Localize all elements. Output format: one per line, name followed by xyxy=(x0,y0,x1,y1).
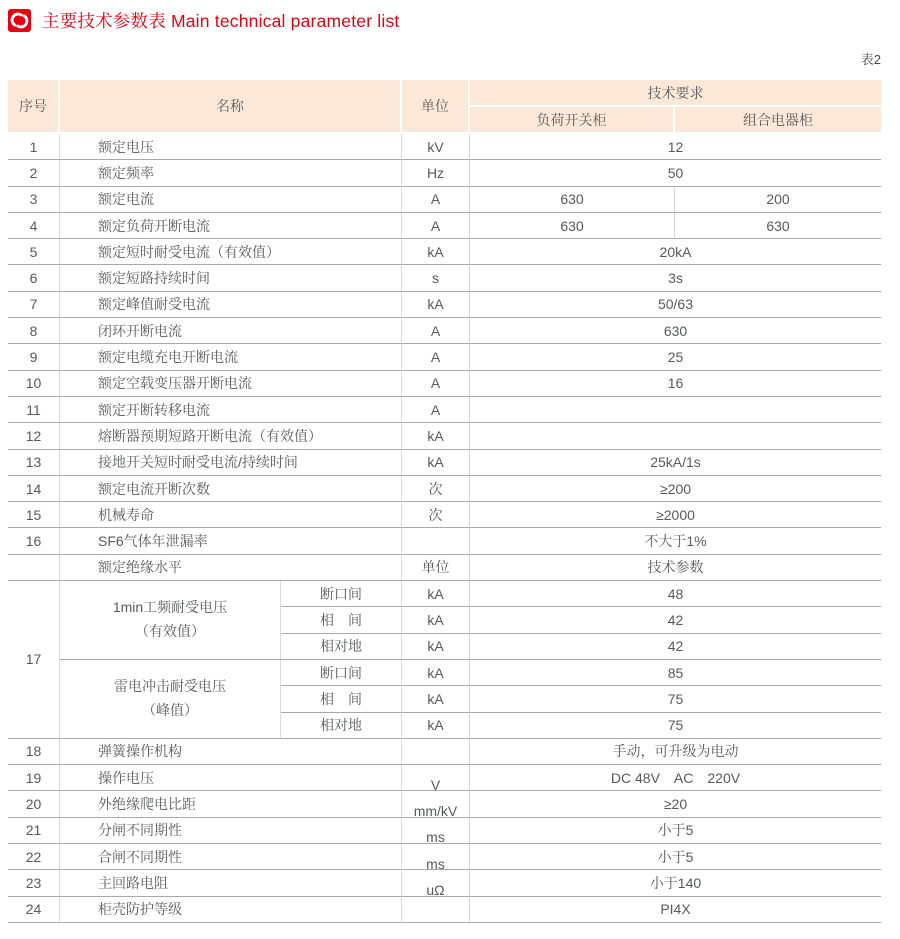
unit-cell xyxy=(402,450,470,476)
seq-cell: 16 xyxy=(8,528,60,554)
group-label-line1: 雷电冲击耐受电压 xyxy=(114,677,226,694)
value-cell-merged: 50 xyxy=(470,160,881,186)
seq-cell: 20 xyxy=(8,791,60,817)
unit-cell xyxy=(402,844,470,870)
unit-cell xyxy=(402,397,470,423)
unit-text: kA xyxy=(427,427,444,444)
unit-text: A xyxy=(430,375,441,392)
unit-cell xyxy=(402,265,470,291)
value-cell-merged: ≥20 xyxy=(470,791,881,817)
value-cell-merged: 75 xyxy=(470,713,881,739)
unit-text: 次 xyxy=(428,506,443,523)
value-cell-merged: 技术参数 xyxy=(470,555,881,581)
unit-cell xyxy=(402,134,470,160)
row-17-sub-label: 相 间 xyxy=(281,686,402,712)
unit-text: 单位 xyxy=(421,559,450,576)
value-cell-merged: 16 xyxy=(470,371,881,397)
row-17-group-label xyxy=(60,581,281,660)
table-row xyxy=(8,213,881,239)
group-label-lines xyxy=(60,599,280,641)
unit-text: ms xyxy=(426,855,445,872)
value-cell-merged: 42 xyxy=(470,634,881,660)
value-cell-merged xyxy=(470,397,881,423)
page-header xyxy=(8,8,400,33)
unit-text: Hz xyxy=(426,164,445,181)
row-17-sub-label: 相 间 xyxy=(281,607,402,633)
seq-cell: 23 xyxy=(8,870,60,896)
value-cell-merged: 85 xyxy=(470,660,881,686)
table-row xyxy=(8,791,881,817)
unit-cell xyxy=(402,765,470,791)
table-row xyxy=(8,292,881,318)
name-cell: 额定峰值耐受电流 xyxy=(60,292,402,318)
name-cell: 闭环开断电流 xyxy=(60,318,402,344)
table-row xyxy=(8,187,881,213)
value-cell-merged: 25kA/1s xyxy=(470,450,881,476)
unit-text: mm/kV xyxy=(413,803,458,820)
seq-cell: 9 xyxy=(8,344,60,370)
table-row xyxy=(8,476,881,502)
unit-cell xyxy=(402,476,470,502)
table-row xyxy=(8,818,881,844)
name-cell: 额定负荷开断电流 xyxy=(60,213,402,239)
table-row xyxy=(8,397,881,423)
table-row-17-sub xyxy=(8,581,881,607)
value-cell-merged: 小于140 xyxy=(470,870,881,896)
seq-cell: 24 xyxy=(8,897,60,923)
seq-cell: 14 xyxy=(8,476,60,502)
seq-cell xyxy=(8,555,60,581)
table-row xyxy=(8,265,881,291)
unit-cell: kA xyxy=(402,581,470,607)
table-row xyxy=(8,844,881,870)
name-cell: 外绝缘爬电比距 xyxy=(60,791,402,817)
table-row xyxy=(8,371,881,397)
brand-logo-icon xyxy=(8,9,31,32)
group-label-line1: 1min工频耐受电压 xyxy=(112,598,228,615)
unit-cell xyxy=(402,555,470,581)
value-cell-merged: 25 xyxy=(470,344,881,370)
header-unit: 单位 xyxy=(402,80,470,134)
unit-cell xyxy=(402,318,470,344)
header-load-switch-cabinet: 负荷开关柜 xyxy=(470,107,675,134)
table-row xyxy=(8,765,881,791)
name-cell: 分闸不同期性 xyxy=(60,818,402,844)
seq-cell: 11 xyxy=(8,397,60,423)
table-row xyxy=(8,423,881,449)
value-cell-merged: 不大于1% xyxy=(470,528,881,554)
name-cell: SF6气体年泄漏率 xyxy=(60,528,402,554)
name-cell: 接地开关短时耐受电流/持续时间 xyxy=(60,450,402,476)
seq-cell: 12 xyxy=(8,423,60,449)
seq-cell: 3 xyxy=(8,187,60,213)
unit-cell: kA xyxy=(402,607,470,633)
unit-text: A xyxy=(430,349,441,366)
unit-text: kA xyxy=(427,243,444,260)
value-cell-merged: PI4X xyxy=(470,897,881,923)
name-cell: 机械寿命 xyxy=(60,502,402,528)
value-cell-merged: 42 xyxy=(470,607,881,633)
name-cell: 操作电压 xyxy=(60,765,402,791)
unit-cell xyxy=(402,213,470,239)
table-row xyxy=(8,318,881,344)
unit-cell xyxy=(402,791,470,820)
name-cell: 合闸不同期性 xyxy=(60,844,402,870)
unit-cell xyxy=(402,160,470,186)
header-combined-cabinet: 组合电器柜 xyxy=(675,107,881,134)
header-tech-requirements: 技术要求 xyxy=(470,80,881,107)
unit-cell xyxy=(402,502,470,528)
seq-cell-17: 17 xyxy=(8,581,60,739)
table-row xyxy=(8,870,881,896)
unit-text: 次 xyxy=(428,480,443,497)
name-cell: 主回路电阻 xyxy=(60,870,402,896)
unit-cell xyxy=(402,239,470,265)
name-cell: 柜壳防护等级 xyxy=(60,897,402,923)
row-17-sub-label: 断口间 xyxy=(281,660,402,686)
unit-cell xyxy=(402,528,470,554)
parameters-table xyxy=(8,80,881,923)
value-cell-merged: 12 xyxy=(470,134,881,160)
seq-cell: 4 xyxy=(8,213,60,239)
value-cell-merged: 50/63 xyxy=(470,292,881,318)
unit-cell: kA xyxy=(402,686,470,712)
table-row xyxy=(8,528,881,554)
value-cell-merged: ≥200 xyxy=(470,476,881,502)
value-cell-merged: 75 xyxy=(470,686,881,712)
unit-cell: kA xyxy=(402,713,470,739)
unit-cell xyxy=(402,344,470,370)
seq-cell: 6 xyxy=(8,265,60,291)
table-row xyxy=(8,555,881,581)
unit-cell xyxy=(402,371,470,397)
unit-cell: kA xyxy=(402,634,470,660)
unit-text: ms xyxy=(426,829,445,846)
table-head xyxy=(8,80,881,134)
page-title: 主要技术参数表 Main technical parameter list xyxy=(42,11,400,31)
name-cell: 额定电流开断次数 xyxy=(60,476,402,502)
unit-text: A xyxy=(430,191,441,208)
unit-cell xyxy=(402,187,470,213)
table-number-label: 表2 xyxy=(860,52,881,67)
value-cell-merged: DC 48V AC 220V xyxy=(470,765,881,791)
name-cell: 额定电缆充电开断电流 xyxy=(60,344,402,370)
seq-cell: 21 xyxy=(8,818,60,844)
table-row xyxy=(8,897,881,923)
value-cell-combined: 200 xyxy=(675,187,881,213)
seq-cell: 7 xyxy=(8,292,60,318)
value-cell-merged: 小于5 xyxy=(470,844,881,870)
table-body xyxy=(8,134,881,923)
value-cell-merged: 小于5 xyxy=(470,818,881,844)
table-row xyxy=(8,739,881,765)
value-cell-merged: 3s xyxy=(470,265,881,291)
seq-cell: 22 xyxy=(8,844,60,870)
row-17-sub-label: 相对地 xyxy=(281,713,402,739)
unit-cell xyxy=(402,818,470,844)
seq-cell: 19 xyxy=(8,765,60,791)
table-row xyxy=(8,502,881,528)
unit-text: kA xyxy=(427,296,444,313)
unit-text: kA xyxy=(427,454,444,471)
value-cell-merged: 630 xyxy=(470,318,881,344)
unit-cell xyxy=(402,870,470,896)
name-cell: 弹簧操作机构 xyxy=(60,739,402,765)
value-cell-merged: 手动，可升级为电动 xyxy=(470,739,881,765)
name-cell: 额定短路持续时间 xyxy=(60,265,402,291)
name-cell: 额定电压 xyxy=(60,134,402,160)
table-row-17-sub xyxy=(8,660,881,686)
row-17-group-label xyxy=(60,660,281,739)
seq-cell: 10 xyxy=(8,371,60,397)
name-cell: 额定绝缘水平 xyxy=(60,555,402,581)
seq-cell: 18 xyxy=(8,739,60,765)
value-cell-merged: 20kA xyxy=(470,239,881,265)
name-cell: 额定开断转移电流 xyxy=(60,397,402,423)
table-row xyxy=(8,450,881,476)
unit-cell xyxy=(402,897,470,923)
table-row xyxy=(8,344,881,370)
unit-text: uΩ xyxy=(426,881,445,898)
group-label-line2: （有效值） xyxy=(135,623,205,640)
row-17-sub-label: 相对地 xyxy=(281,634,402,660)
value-cell-load: 630 xyxy=(470,187,675,213)
header-name: 名称 xyxy=(60,80,402,134)
seq-cell: 5 xyxy=(8,239,60,265)
value-cell-merged xyxy=(470,423,881,449)
value-cell-load: 630 xyxy=(470,213,675,239)
unit-text: V xyxy=(430,776,441,793)
unit-cell xyxy=(402,423,470,449)
unit-cell xyxy=(402,739,470,765)
group-label-lines xyxy=(60,678,280,720)
unit-text: kV xyxy=(427,138,444,155)
unit-cell xyxy=(402,292,470,318)
name-cell: 熔断器预期短路开断电流（有效值） xyxy=(60,423,402,449)
unit-cell: kA xyxy=(402,660,470,686)
unit-text: A xyxy=(430,217,441,234)
seq-cell: 13 xyxy=(8,450,60,476)
table-row xyxy=(8,239,881,265)
unit-text: A xyxy=(430,322,441,339)
table-row xyxy=(8,134,881,160)
table-row xyxy=(8,160,881,186)
seq-cell: 8 xyxy=(8,318,60,344)
value-cell-merged: ≥2000 xyxy=(470,502,881,528)
unit-text: A xyxy=(430,401,441,418)
name-cell: 额定短时耐受电流（有效值） xyxy=(60,239,402,265)
value-cell-merged: 48 xyxy=(470,581,881,607)
seq-cell: 2 xyxy=(8,160,60,186)
row-17-sub-label: 断口间 xyxy=(281,581,402,607)
header-seq: 序号 xyxy=(8,80,60,134)
seq-cell: 15 xyxy=(8,502,60,528)
value-cell-combined: 630 xyxy=(675,213,881,239)
name-cell: 额定电流 xyxy=(60,187,402,213)
unit-text: s xyxy=(432,270,439,287)
name-cell: 额定空载变压器开断电流 xyxy=(60,371,402,397)
name-cell: 额定频率 xyxy=(60,160,402,186)
seq-cell: 1 xyxy=(8,134,60,160)
group-label-line2: （峰值） xyxy=(142,702,198,719)
